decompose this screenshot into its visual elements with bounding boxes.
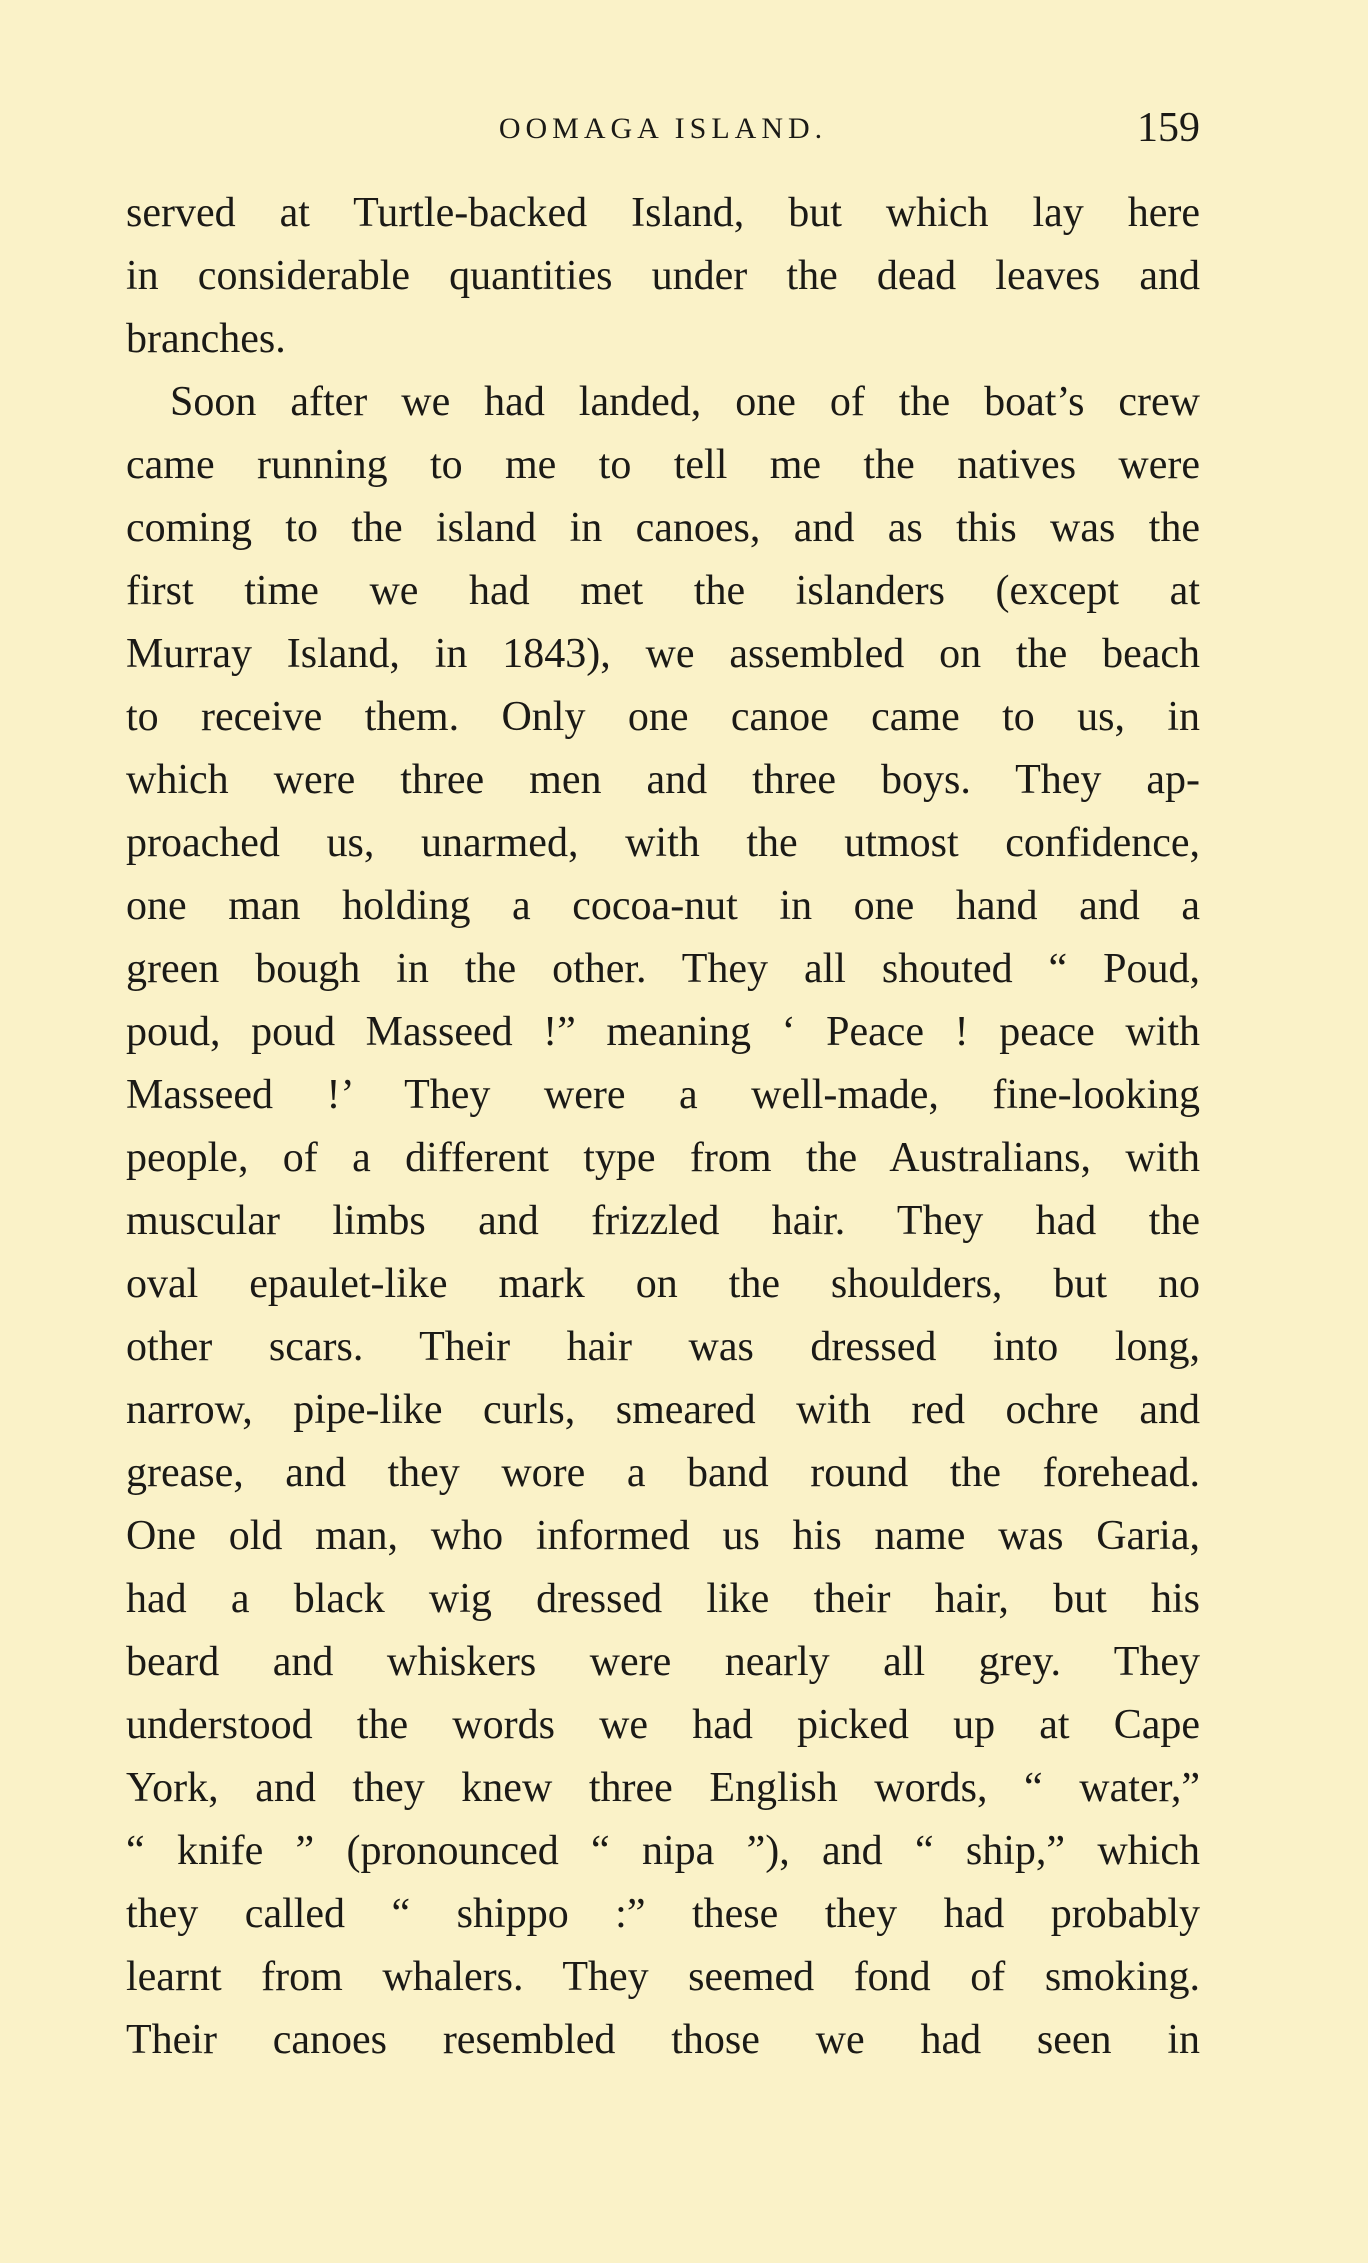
text-line: Masseed !’ They were a well-made, fine-looking	[126, 1072, 1200, 1118]
text-line: to receive them. Only one canoe came to us, in	[126, 694, 1200, 740]
running-title: OOMAGA ISLAND.	[498, 112, 828, 145]
text-line: One old man, who informed us his name was Garia,	[126, 1513, 1200, 1559]
text-line: grease, and they wore a band round the forehead.	[126, 1450, 1200, 1496]
text-line: one man holding a cocoa-nut in one hand and a	[126, 883, 1200, 929]
text-line: poud, poud Masseed !” meaning ‘ Peace ! peace with	[126, 1009, 1200, 1055]
page-number: 159	[1137, 105, 1200, 151]
text-line: York, and they knew three English words, “ water,”	[126, 1765, 1200, 1811]
body-text	[126, 182, 1200, 2072]
text-line: people, of a different type from the Australians, with	[126, 1135, 1200, 1181]
text-line: Murray Island, in 1843), we assembled on the beach	[126, 631, 1200, 677]
text-line: oval epaulet-like mark on the shoulders, but no	[126, 1261, 1200, 1307]
text-line: which were three men and three boys. They ap-	[126, 757, 1200, 803]
text-line: proached us, unarmed, with the utmost confidence,	[126, 820, 1200, 866]
text-line: first time we had met the islanders (except at	[126, 568, 1200, 614]
text-line: coming to the island in canoes, and as this was the	[126, 505, 1200, 551]
text-line: learnt from whalers. They seemed fond of smoking.	[126, 1954, 1200, 2000]
text-line: green bough in the other. They all shouted “ Poud,	[126, 946, 1200, 992]
text-line: narrow, pipe-like curls, smeared with red ochre and	[126, 1387, 1200, 1433]
text-line: branches.	[126, 316, 286, 362]
running-head	[126, 105, 1200, 158]
text-line: beard and whiskers were nearly all grey. They	[126, 1639, 1200, 1685]
text-line: other scars. Their hair was dressed into long,	[126, 1324, 1200, 1370]
text-line: in considerable quantities under the dead leaves and	[126, 253, 1200, 299]
text-line: “ knife ” (pronounced “ nipa ”), and “ ship,” which	[126, 1828, 1200, 1874]
text-line: came running to me to tell me the natives were	[126, 442, 1200, 488]
text-line: Their canoes resembled those we had seen in	[126, 2017, 1200, 2063]
text-line: had a black wig dressed like their hair, but his	[126, 1576, 1200, 1622]
text-line: they called “ shippo :” these they had probably	[126, 1891, 1200, 1937]
text-line: Soon after we had landed, one of the boat’s crew	[170, 379, 1200, 425]
text-line: served at Turtle-backed Island, but which lay here	[126, 190, 1200, 236]
text-line: muscular limbs and frizzled hair. They had the	[126, 1198, 1200, 1244]
text-line: understood the words we had picked up at Cape	[126, 1702, 1200, 1748]
